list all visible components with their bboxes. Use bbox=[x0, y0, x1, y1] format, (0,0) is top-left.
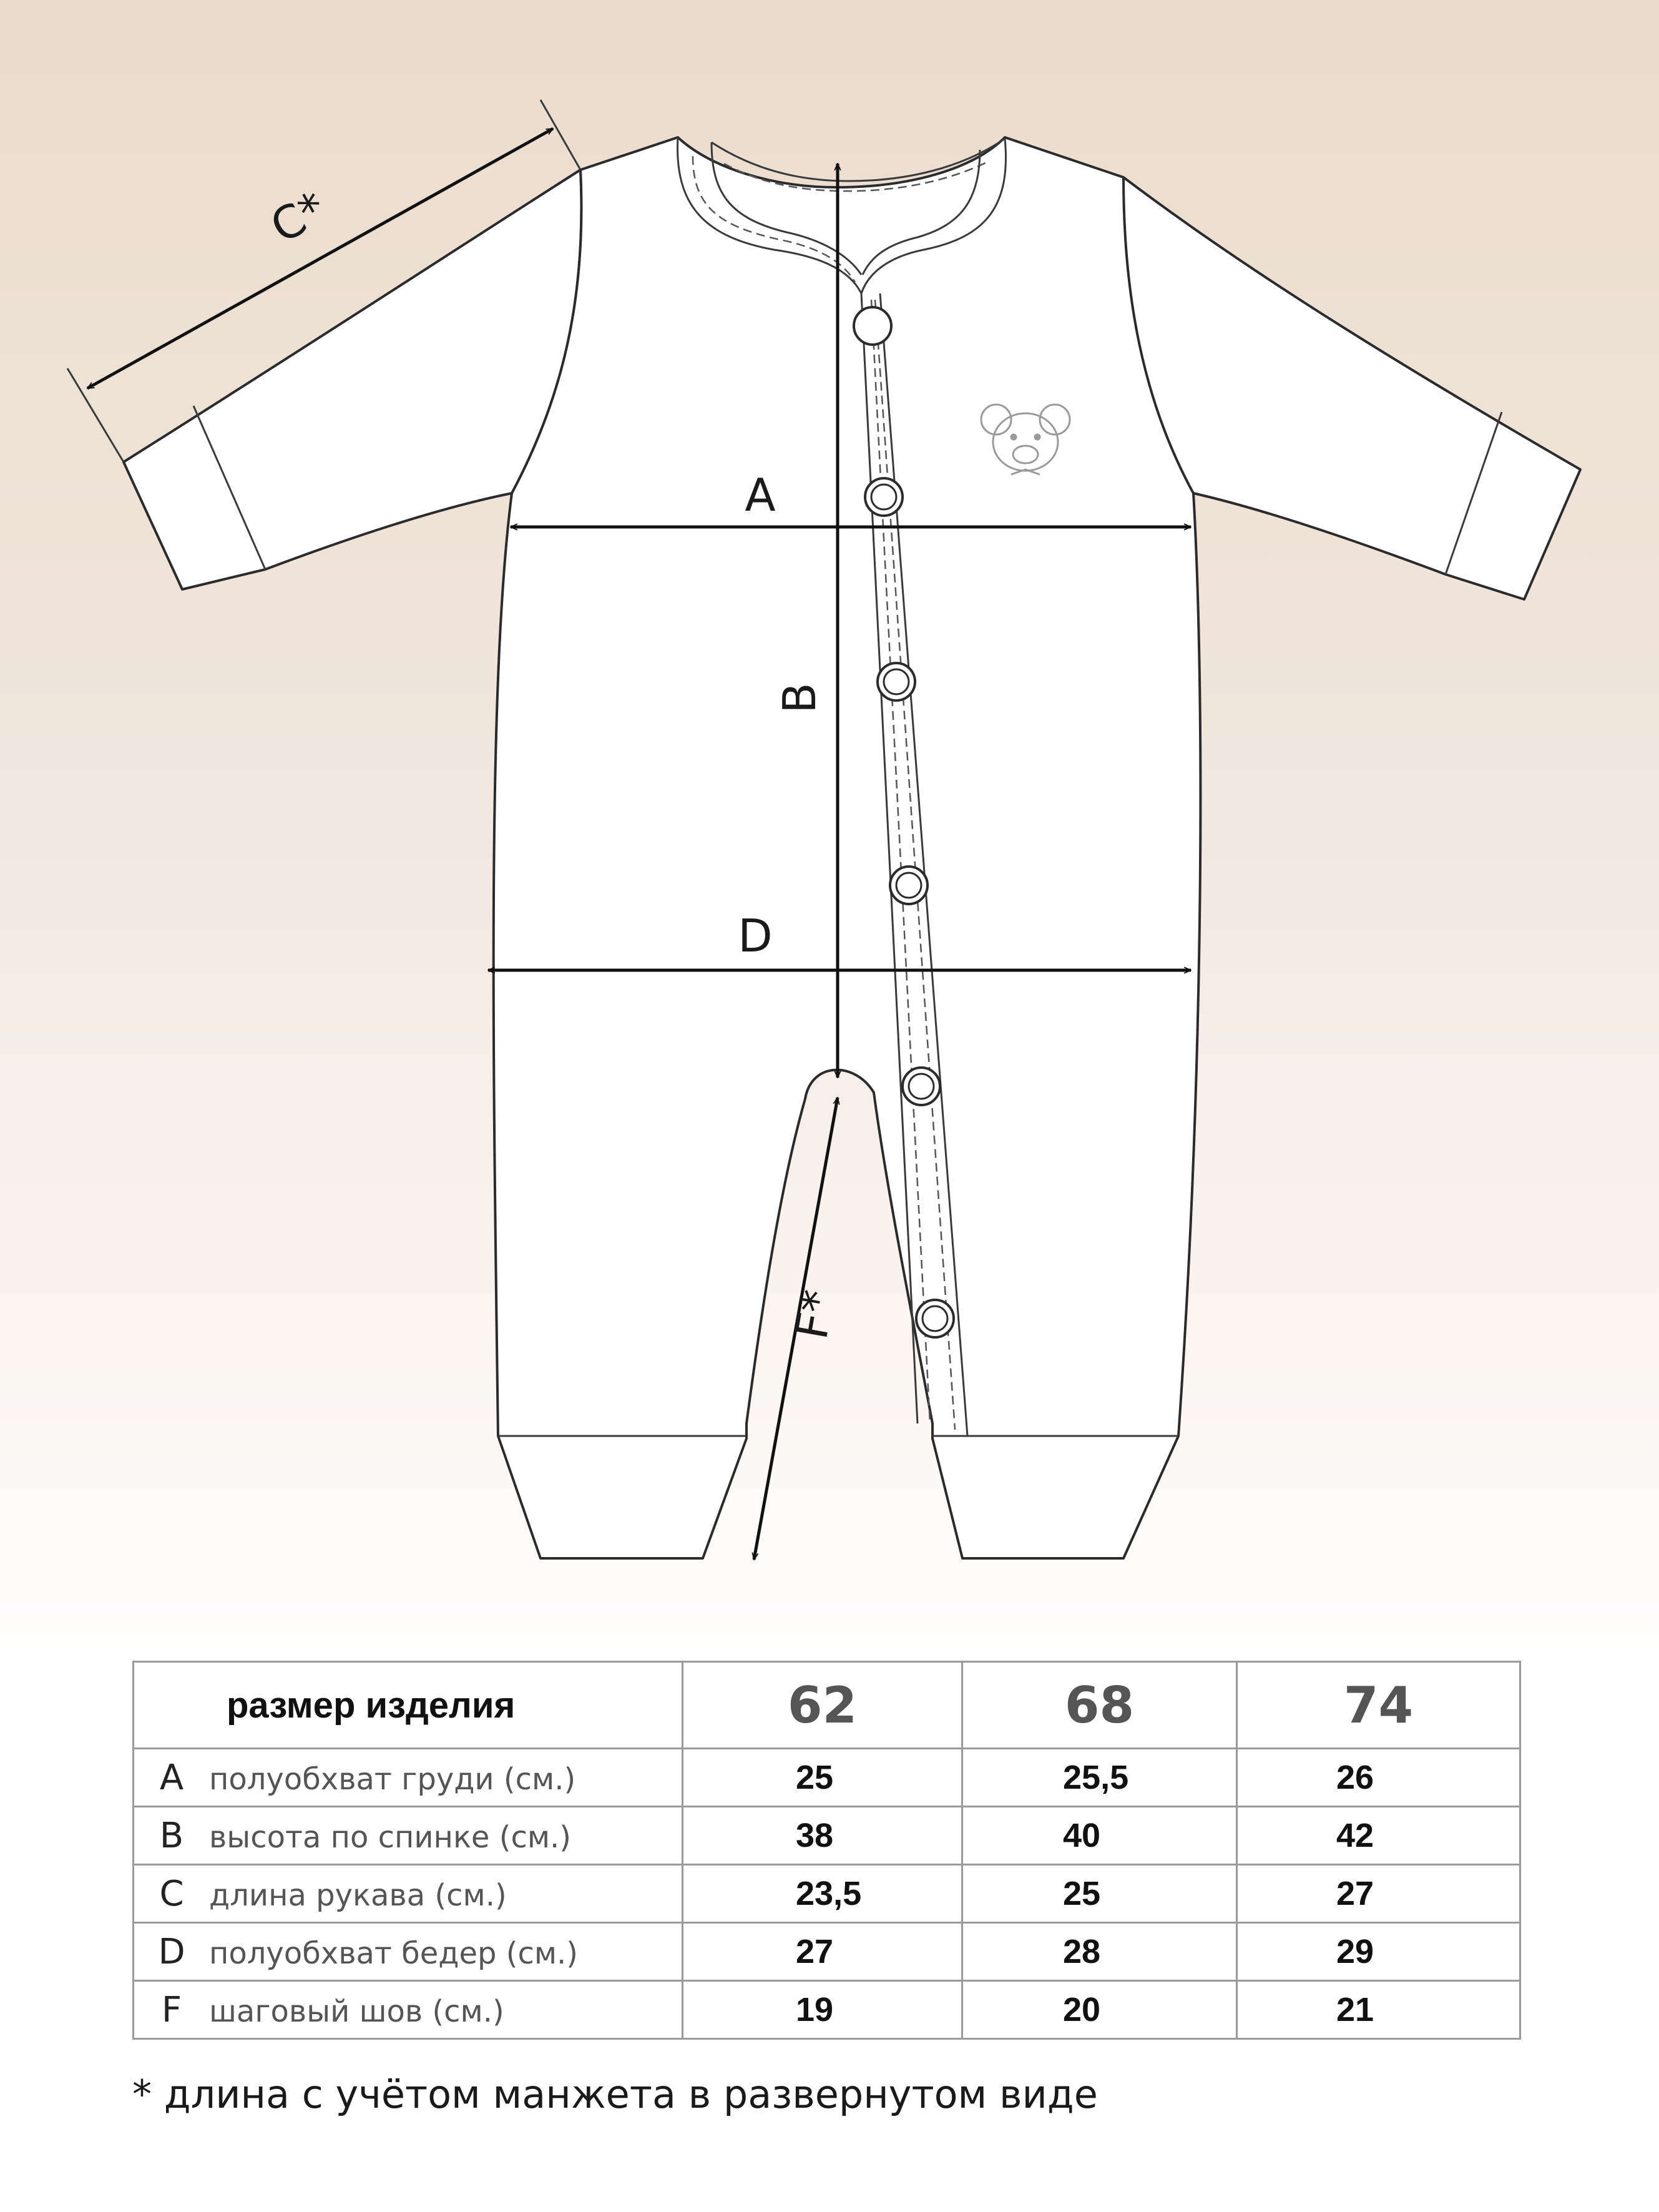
snap-button-icon bbox=[878, 663, 915, 700]
row-label: полуобхват груди (см.) bbox=[209, 1761, 576, 1797]
value-cell: 19 bbox=[683, 1981, 962, 2039]
value-cell: 42 bbox=[1237, 1807, 1520, 1865]
table-row bbox=[134, 1807, 1520, 1865]
row-label: шаговый шов (см.) bbox=[209, 1993, 504, 2029]
row-letter: A bbox=[159, 1757, 184, 1798]
row-letter: C bbox=[159, 1873, 184, 1914]
row-letter: F bbox=[161, 1989, 182, 2030]
snap-button-icon bbox=[854, 307, 891, 345]
header-size-name: размер изделия bbox=[134, 1662, 683, 1749]
label-b: B bbox=[773, 682, 826, 714]
label-d: D bbox=[738, 910, 773, 962]
row-name-cell bbox=[134, 1749, 683, 1807]
value-cell: 26 bbox=[1237, 1749, 1520, 1807]
header-size-62: 62 bbox=[683, 1662, 962, 1749]
snap-button-icon bbox=[903, 1068, 940, 1105]
romper-body bbox=[494, 137, 1201, 1558]
row-letter: B bbox=[159, 1815, 184, 1856]
value-cell: 25,5 bbox=[962, 1749, 1237, 1807]
snap-button-icon bbox=[916, 1300, 954, 1337]
table-header-row bbox=[134, 1662, 1520, 1749]
header-size-68: 68 bbox=[962, 1662, 1237, 1749]
row-name-cell bbox=[134, 1981, 683, 2039]
value-cell: 28 bbox=[962, 1923, 1237, 1981]
table-row bbox=[134, 1923, 1520, 1981]
table-row bbox=[134, 1981, 1520, 2039]
label-c: C* bbox=[262, 181, 335, 253]
value-cell: 27 bbox=[683, 1923, 962, 1981]
value-cell: 25 bbox=[962, 1865, 1237, 1923]
value-cell: 29 bbox=[1237, 1923, 1520, 1981]
value-cell: 23,5 bbox=[683, 1865, 962, 1923]
row-letter: D bbox=[158, 1931, 185, 1972]
header-size-74: 74 bbox=[1237, 1662, 1520, 1749]
value-cell: 40 bbox=[962, 1807, 1237, 1865]
row-label: полуобхват бедер (см.) bbox=[209, 1935, 579, 1971]
snap-button-icon bbox=[890, 867, 927, 904]
value-cell: 38 bbox=[683, 1807, 962, 1865]
value-cell: 21 bbox=[1237, 1981, 1520, 2039]
label-a: A bbox=[745, 469, 776, 521]
snap-button-icon bbox=[865, 478, 903, 516]
value-cell: 20 bbox=[962, 1981, 1237, 2039]
row-label: высота по спинке (см.) bbox=[209, 1819, 572, 1855]
footnote: * длина с учётом манжета в развернутом виде bbox=[132, 2072, 1098, 2117]
row-label: длина рукава (см.) bbox=[209, 1877, 507, 1913]
size-table bbox=[132, 1661, 1521, 2040]
table-row bbox=[134, 1749, 1520, 1807]
value-cell: 25 bbox=[683, 1749, 962, 1807]
table-row bbox=[134, 1865, 1520, 1923]
value-cell: 27 bbox=[1237, 1865, 1520, 1923]
row-name-cell bbox=[134, 1807, 683, 1865]
row-name-cell bbox=[134, 1923, 683, 1981]
label-f: F* bbox=[785, 1286, 845, 1344]
row-name-cell bbox=[134, 1865, 683, 1923]
